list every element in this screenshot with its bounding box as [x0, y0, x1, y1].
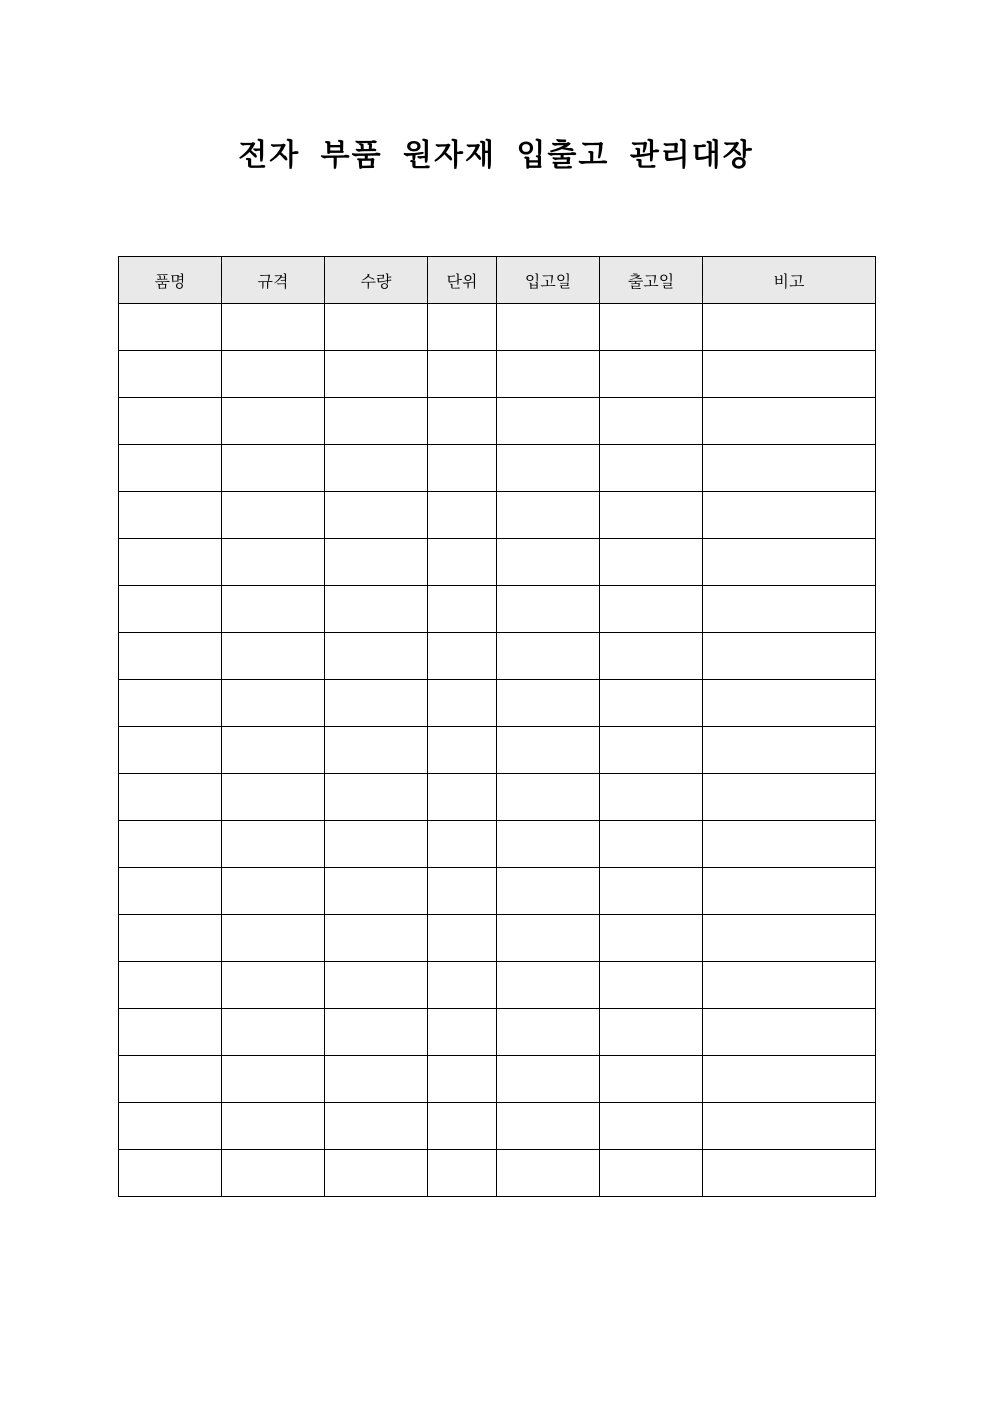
table-row: [119, 398, 876, 445]
cell-receipt-date[interactable]: [497, 1009, 600, 1056]
cell-release-date[interactable]: [600, 539, 703, 586]
table-row: [119, 633, 876, 680]
cell-quantity[interactable]: [325, 539, 428, 586]
cell-quantity[interactable]: [325, 868, 428, 915]
header-release-date: 출고일: [600, 257, 703, 304]
cell-release-date[interactable]: [600, 962, 703, 1009]
cell-receipt-date[interactable]: [497, 304, 600, 351]
cell-specification[interactable]: [222, 492, 325, 539]
cell-specification[interactable]: [222, 915, 325, 962]
cell-specification[interactable]: [222, 539, 325, 586]
cell-unit[interactable]: [428, 868, 497, 915]
cell-quantity[interactable]: [325, 1103, 428, 1150]
cell-unit[interactable]: [428, 1056, 497, 1103]
inventory-ledger-table: [118, 256, 876, 1197]
cell-receipt-date[interactable]: [497, 868, 600, 915]
cell-item-name[interactable]: [119, 351, 222, 398]
cell-remarks[interactable]: [703, 1056, 876, 1103]
cell-release-date[interactable]: [600, 1103, 703, 1150]
table-row: [119, 868, 876, 915]
table-row: [119, 1103, 876, 1150]
cell-unit[interactable]: [428, 445, 497, 492]
cell-specification[interactable]: [222, 680, 325, 727]
cell-release-date[interactable]: [600, 633, 703, 680]
cell-quantity[interactable]: [325, 821, 428, 868]
cell-item-name[interactable]: [119, 774, 222, 821]
cell-quantity[interactable]: [325, 1150, 428, 1197]
cell-item-name[interactable]: [119, 586, 222, 633]
table-row: [119, 1009, 876, 1056]
cell-unit[interactable]: [428, 680, 497, 727]
table-row: [119, 774, 876, 821]
cell-release-date[interactable]: [600, 1150, 703, 1197]
cell-unit[interactable]: [428, 962, 497, 1009]
cell-unit[interactable]: [428, 539, 497, 586]
header-row: [119, 257, 876, 304]
cell-unit[interactable]: [428, 1009, 497, 1056]
cell-release-date[interactable]: [600, 492, 703, 539]
table-row: [119, 1056, 876, 1103]
cell-release-date[interactable]: [600, 1056, 703, 1103]
cell-remarks[interactable]: [703, 868, 876, 915]
cell-remarks[interactable]: [703, 962, 876, 1009]
cell-receipt-date[interactable]: [497, 1103, 600, 1150]
cell-unit[interactable]: [428, 633, 497, 680]
cell-item-name[interactable]: [119, 445, 222, 492]
cell-release-date[interactable]: [600, 445, 703, 492]
cell-receipt-date[interactable]: [497, 445, 600, 492]
cell-item-name[interactable]: [119, 304, 222, 351]
cell-specification[interactable]: [222, 821, 325, 868]
table-row: [119, 539, 876, 586]
cell-unit[interactable]: [428, 304, 497, 351]
cell-item-name[interactable]: [119, 821, 222, 868]
cell-item-name[interactable]: [119, 1150, 222, 1197]
cell-quantity[interactable]: [325, 1056, 428, 1103]
header-item-name: 품명: [119, 257, 222, 304]
table-row: [119, 492, 876, 539]
cell-quantity[interactable]: [325, 727, 428, 774]
cell-item-name[interactable]: [119, 915, 222, 962]
table-row: [119, 304, 876, 351]
cell-quantity[interactable]: [325, 1009, 428, 1056]
cell-release-date[interactable]: [600, 868, 703, 915]
cell-remarks[interactable]: [703, 351, 876, 398]
cell-release-date[interactable]: [600, 398, 703, 445]
cell-remarks[interactable]: [703, 774, 876, 821]
cell-remarks[interactable]: [703, 727, 876, 774]
cell-remarks[interactable]: [703, 821, 876, 868]
cell-quantity[interactable]: [325, 351, 428, 398]
cell-quantity[interactable]: [325, 398, 428, 445]
table-row: [119, 821, 876, 868]
cell-quantity[interactable]: [325, 680, 428, 727]
header-specification: 규격: [222, 257, 325, 304]
cell-specification[interactable]: [222, 774, 325, 821]
cell-item-name[interactable]: [119, 727, 222, 774]
cell-unit[interactable]: [428, 492, 497, 539]
cell-specification[interactable]: [222, 586, 325, 633]
cell-unit[interactable]: [428, 351, 497, 398]
cell-release-date[interactable]: [600, 915, 703, 962]
cell-unit[interactable]: [428, 821, 497, 868]
header-remarks: 비고: [703, 257, 876, 304]
cell-receipt-date[interactable]: [497, 586, 600, 633]
cell-receipt-date[interactable]: [497, 962, 600, 1009]
table-row: [119, 586, 876, 633]
cell-remarks[interactable]: [703, 492, 876, 539]
cell-release-date[interactable]: [600, 821, 703, 868]
cell-unit[interactable]: [428, 398, 497, 445]
table-row: [119, 1150, 876, 1197]
cell-item-name[interactable]: [119, 1056, 222, 1103]
cell-specification[interactable]: [222, 1056, 325, 1103]
cell-specification[interactable]: [222, 633, 325, 680]
cell-remarks[interactable]: [703, 304, 876, 351]
cell-receipt-date[interactable]: [497, 821, 600, 868]
header-unit: 단위: [428, 257, 497, 304]
cell-receipt-date[interactable]: [497, 539, 600, 586]
table-row: [119, 915, 876, 962]
cell-receipt-date[interactable]: [497, 727, 600, 774]
cell-item-name[interactable]: [119, 1103, 222, 1150]
cell-release-date[interactable]: [600, 304, 703, 351]
cell-specification[interactable]: [222, 1009, 325, 1056]
header-quantity: 수량: [325, 257, 428, 304]
cell-item-name[interactable]: [119, 962, 222, 1009]
cell-specification[interactable]: [222, 727, 325, 774]
cell-receipt-date[interactable]: [497, 1150, 600, 1197]
cell-specification[interactable]: [222, 304, 325, 351]
cell-quantity[interactable]: [325, 915, 428, 962]
cell-receipt-date[interactable]: [497, 492, 600, 539]
cell-remarks[interactable]: [703, 915, 876, 962]
cell-remarks[interactable]: [703, 445, 876, 492]
cell-unit[interactable]: [428, 915, 497, 962]
cell-unit[interactable]: [428, 727, 497, 774]
ledger-body: [119, 304, 876, 1197]
cell-remarks[interactable]: [703, 586, 876, 633]
cell-quantity[interactable]: [325, 962, 428, 1009]
cell-item-name[interactable]: [119, 1009, 222, 1056]
cell-quantity[interactable]: [325, 492, 428, 539]
cell-quantity[interactable]: [325, 445, 428, 492]
cell-release-date[interactable]: [600, 586, 703, 633]
table-row: [119, 680, 876, 727]
cell-release-date[interactable]: [600, 727, 703, 774]
cell-quantity[interactable]: [325, 304, 428, 351]
cell-specification[interactable]: [222, 398, 325, 445]
cell-receipt-date[interactable]: [497, 398, 600, 445]
cell-specification[interactable]: [222, 1103, 325, 1150]
cell-quantity[interactable]: [325, 633, 428, 680]
cell-item-name[interactable]: [119, 680, 222, 727]
cell-specification[interactable]: [222, 445, 325, 492]
cell-item-name[interactable]: [119, 868, 222, 915]
cell-release-date[interactable]: [600, 351, 703, 398]
cell-remarks[interactable]: [703, 539, 876, 586]
cell-receipt-date[interactable]: [497, 633, 600, 680]
table-row: [119, 962, 876, 1009]
cell-specification[interactable]: [222, 1150, 325, 1197]
cell-unit[interactable]: [428, 774, 497, 821]
cell-specification[interactable]: [222, 351, 325, 398]
cell-release-date[interactable]: [600, 680, 703, 727]
cell-receipt-date[interactable]: [497, 1056, 600, 1103]
cell-remarks[interactable]: [703, 398, 876, 445]
table-row: [119, 727, 876, 774]
cell-unit[interactable]: [428, 586, 497, 633]
cell-quantity[interactable]: [325, 586, 428, 633]
cell-remarks[interactable]: [703, 1103, 876, 1150]
cell-receipt-date[interactable]: [497, 915, 600, 962]
cell-unit[interactable]: [428, 1150, 497, 1197]
cell-remarks[interactable]: [703, 680, 876, 727]
cell-item-name[interactable]: [119, 398, 222, 445]
cell-item-name[interactable]: [119, 633, 222, 680]
cell-receipt-date[interactable]: [497, 351, 600, 398]
cell-unit[interactable]: [428, 1103, 497, 1150]
cell-remarks[interactable]: [703, 633, 876, 680]
header-receipt-date: 입고일: [497, 257, 600, 304]
cell-specification[interactable]: [222, 868, 325, 915]
page-title: 전자 부품 원자재 입출고 관리대장: [238, 138, 754, 173]
cell-release-date[interactable]: [600, 1009, 703, 1056]
cell-receipt-date[interactable]: [497, 680, 600, 727]
cell-item-name[interactable]: [119, 492, 222, 539]
cell-quantity[interactable]: [325, 774, 428, 821]
table-row: [119, 445, 876, 492]
table-row: [119, 351, 876, 398]
cell-remarks[interactable]: [703, 1150, 876, 1197]
cell-remarks[interactable]: [703, 1009, 876, 1056]
cell-receipt-date[interactable]: [497, 774, 600, 821]
cell-item-name[interactable]: [119, 539, 222, 586]
cell-release-date[interactable]: [600, 774, 703, 821]
cell-specification[interactable]: [222, 962, 325, 1009]
